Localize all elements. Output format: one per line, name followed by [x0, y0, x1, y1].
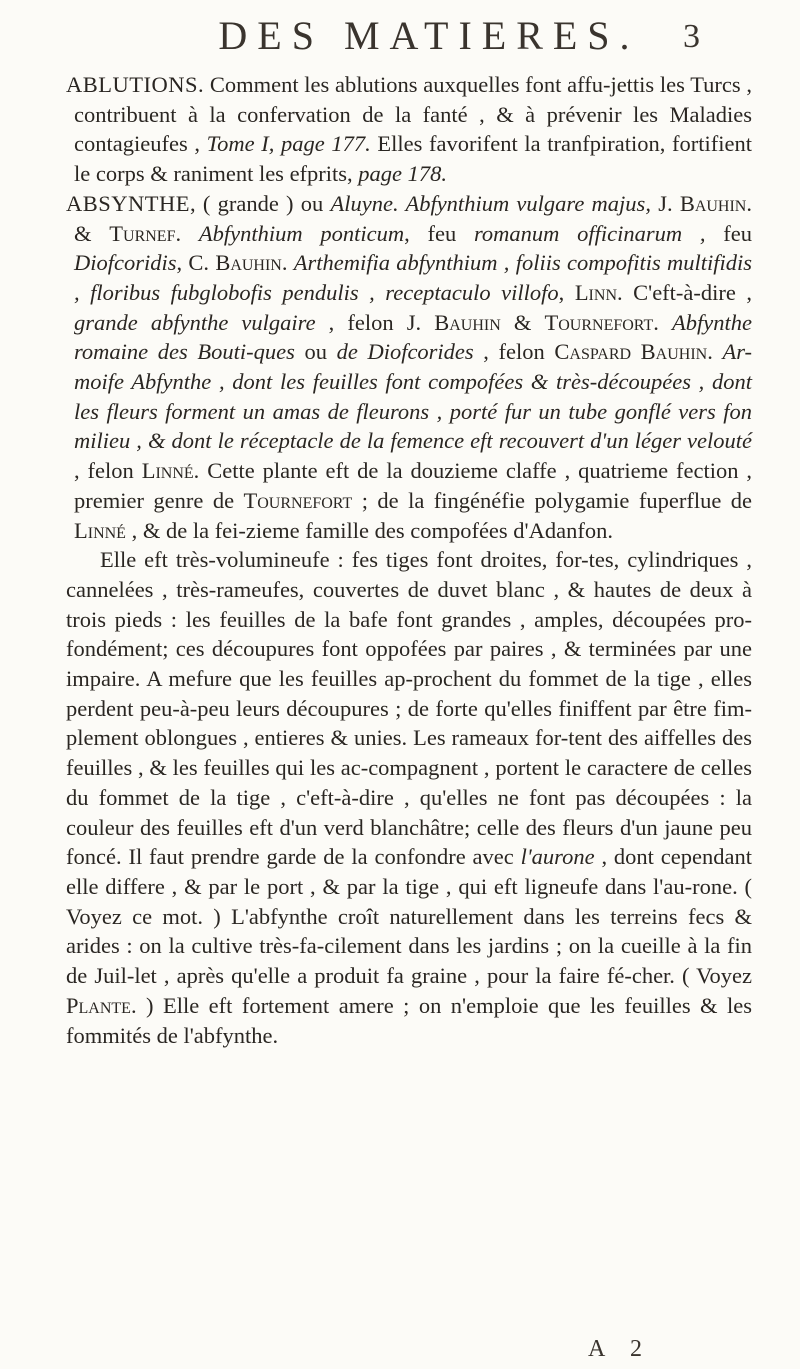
entry-ablutions: [66, 70, 752, 189]
text-run: Elles favorifent la tranfpiration, fortifient le corps & raniment les efprits,: [74, 131, 753, 187]
text-run: Comment les ablutions auxquelles font affu-jettis les Turcs , contribuent à la confervation de la fanté , & à prévenir les Maladies contagieufes ,: [74, 72, 752, 157]
text-run: &: [500, 309, 545, 335]
text-run: . ) Elle eft fortement amere ; on n'emploie que les feuilles & les fommités de l'abfynthe.: [66, 992, 752, 1048]
text-run: ABSYNTHE: [66, 190, 191, 216]
text-run: .: [707, 339, 723, 365]
text-run: Aluyne. Abfynthium vulgare majus,: [330, 190, 651, 216]
text-run: J.: [650, 190, 680, 216]
page-number: 3: [683, 18, 700, 55]
text-run: .: [175, 220, 199, 246]
index-text: [66, 70, 752, 1050]
text-run: de Diofcorides: [336, 339, 474, 365]
page-header: [66, 10, 752, 70]
text-run: Tournefort: [243, 487, 353, 513]
entry-absynthe-description: [66, 545, 752, 1050]
text-run: Diofcoridis: [74, 250, 177, 276]
text-run: Tome I, page 177.: [206, 131, 371, 157]
text-run: ou: [294, 339, 337, 365]
running-title: DES MATIERES.: [218, 13, 640, 58]
text-run: , C.: [176, 250, 216, 276]
text-run: Arthemifia abfynthium , foliis compofitis multifidis , floribus fubglobofis pendulis , receptaculo villofo: [74, 250, 753, 305]
text-run: , ( grande ) ou: [190, 190, 331, 216]
text-run: , & de la fei-zieme famille des compofées d'Adanfon.: [125, 517, 613, 543]
text-run: l'aurone: [520, 844, 595, 870]
text-run: .: [281, 250, 294, 276]
entry-absynthe: [66, 189, 752, 545]
text-run: , feu: [404, 220, 474, 246]
text-run: , felon: [74, 458, 142, 484]
text-run: . Cette plante eft de la douzieme claffe , quatrieme fection , premier genre de: [74, 458, 753, 513]
text-run: Tournefort: [544, 309, 654, 335]
text-run: feu: [723, 220, 753, 246]
text-run: , felon J.: [315, 309, 435, 335]
text-run: .: [653, 309, 673, 335]
text-run: Abfynthe romaine des Bouti-ques: [74, 309, 752, 365]
text-run: Linné: [74, 517, 126, 543]
text-run: ,: [558, 279, 575, 305]
text-run: ; de la fingénéfie polygamie fuperflue de: [352, 487, 752, 513]
text-run: . &: [74, 190, 752, 246]
text-run: . C'eft-à-dire ,: [617, 279, 753, 305]
text-run: Turnef: [109, 220, 176, 246]
text-run: ABLUTIONS.: [66, 72, 205, 97]
text-run: Abfynthium ponticum: [198, 220, 405, 246]
text-run: romanum officinarum ,: [473, 220, 724, 246]
text-run: grande abfynthe vulgaire: [74, 309, 316, 335]
text-run: Ar-moife Abfynthe , dont les feuilles font compofées & très-découpées , dont les fleurs forment un amas de fleurons , porté fur un tube gonflé vers fon milieu , & dont le réceptacle de la femence eft recouvert d'un léger velouté: [74, 339, 753, 454]
text-run: Linn: [574, 279, 617, 305]
text-run: , felon: [473, 339, 555, 365]
signature-mark: A 2: [587, 1336, 652, 1362]
text-run: Linné: [141, 458, 194, 484]
text-run: Elle eft très-volumineufe : fes tiges font droites, for-tes, cylindriques , cannelées , très-rameufes, couvertes de duvet blanc , & hautes de deux à trois pieds : les feuilles de la bafe font grandes , amples, découpées pro-fondément; ces découpures font oppofées par paires , & terminées par une impaire. A mefure que les feuilles ap-prochent du fommet de la tige , elles perdent peu-à-peu leurs découpures ; de forte qu'elles finiffent par être fim-plement oblongues , entieres & unies. Les rameaux for-tent des aiffelles des feuilles , & les feuilles qui les ac-compagnent , portent le caractere de celles du fommet de la tige , c'eft-à-dire , qu'elles ne font pas découpées : la couleur des feuilles eft d'un verd blanchâtre; celle des fleurs d'un jaune peu foncé. Il faut prendre garde de la confondre avec: [66, 547, 752, 870]
text-run: page 178.: [358, 161, 448, 187]
text-run: Bauhin: [679, 190, 747, 216]
text-run: Caspard Bauhin: [554, 339, 708, 365]
text-run: Plante: [66, 992, 131, 1018]
text-run: , dont cependant elle differe , & par le port , & par la tige , qui eft ligneufe dans l'au-rone. ( Voyez ce mot. ) L'abfynthe croît naturellement dans les terreins fecs & arides : on la cultive très-fa-cilement dans les jardins ; on la cueille à la fin de Juil-let , après qu'elle a produit fa graine , pour la faire fé-cher. ( Voyez: [66, 844, 752, 989]
text-run: Bauhin: [434, 309, 501, 335]
text-run: Bauhin: [215, 250, 282, 276]
